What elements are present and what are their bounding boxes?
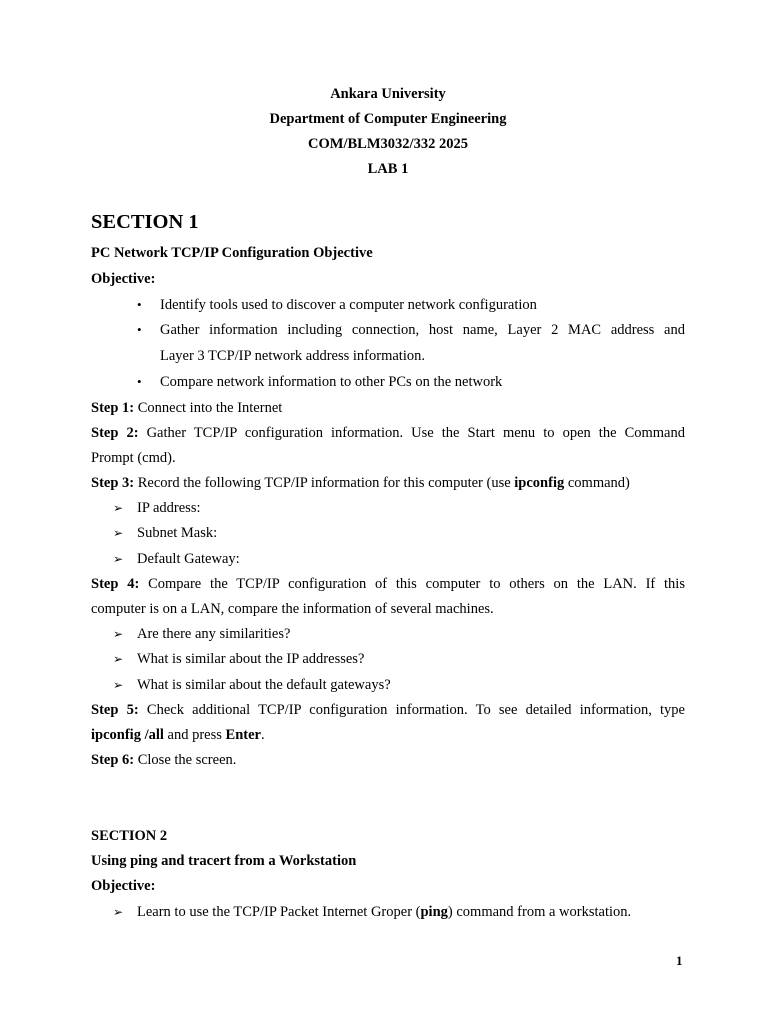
section2-objective-item bbox=[137, 903, 685, 921]
arrow-bullet-icon: ➢ bbox=[113, 501, 124, 515]
arrow-bullet-icon: ➢ bbox=[113, 678, 124, 692]
step-label: Step 6: bbox=[91, 752, 135, 768]
arrow-bullet-icon: ➢ bbox=[113, 552, 124, 566]
objective-item-continued: Layer 3 TCP/IP network address information. bbox=[160, 348, 425, 364]
step-label: Step 3: bbox=[91, 475, 135, 491]
step-1 bbox=[91, 399, 685, 417]
record-item: Subnet Mask: bbox=[137, 525, 218, 541]
bullet-icon: • bbox=[137, 322, 142, 337]
step-text: Connect into the Internet bbox=[134, 400, 283, 416]
step-text: and press bbox=[163, 727, 226, 743]
step-label: Step 1: bbox=[91, 400, 135, 416]
objective-item: Compare network information to other PCs on the network bbox=[160, 374, 503, 390]
command-ipconfig-all: ipconfig /all bbox=[91, 727, 164, 743]
page-number: 1 bbox=[676, 953, 683, 968]
bullet-icon: • bbox=[137, 297, 142, 312]
section1-title: SECTION 1 bbox=[91, 211, 199, 233]
question-item: Are there any similarities? bbox=[137, 626, 291, 642]
question-item: What is similar about the default gateways? bbox=[137, 677, 391, 693]
bullet-icon: • bbox=[137, 374, 142, 389]
step-text: Check additional TCP/IP configuration information. To see detailed information, type bbox=[138, 702, 685, 718]
step-text: Compare the TCP/IP configuration of this computer to others on the LAN. If this bbox=[139, 576, 685, 592]
step-3 bbox=[91, 474, 685, 492]
arrow-bullet-icon: ➢ bbox=[113, 652, 124, 666]
step-2-continued: Prompt (cmd). bbox=[91, 450, 176, 466]
section2-subtitle: Using ping and tracert from a Workstation bbox=[91, 853, 357, 869]
step-label: Step 2: bbox=[91, 425, 139, 441]
step-2 bbox=[91, 424, 685, 442]
department-name: Department of Computer Engineering bbox=[269, 111, 507, 127]
question-item: What is similar about the IP addresses? bbox=[137, 651, 365, 667]
arrow-bullet-icon: ➢ bbox=[113, 627, 124, 641]
objective-item: Identify tools used to discover a computer network configuration bbox=[160, 297, 537, 313]
step-label: Step 5: bbox=[91, 702, 139, 718]
command-ipconfig: ipconfig bbox=[514, 475, 565, 491]
step-text: . bbox=[260, 727, 265, 743]
step-5-continued bbox=[91, 726, 685, 744]
step-text: Record the following TCP/IP information for this computer (use bbox=[134, 475, 515, 491]
section1-objective-label: Objective: bbox=[91, 271, 156, 287]
section1-subtitle: PC Network TCP/IP Configuration Objective bbox=[91, 245, 373, 261]
record-item: IP address: bbox=[137, 500, 201, 516]
step-label: Step 4: bbox=[91, 576, 140, 592]
item-text: Learn to use the TCP/IP Packet Internet Groper ( bbox=[137, 904, 421, 920]
record-item: Default Gateway: bbox=[137, 551, 240, 567]
step-4-continued: computer is on a LAN, compare the information of several machines. bbox=[91, 601, 494, 617]
command-ping: ping bbox=[420, 904, 448, 920]
step-4 bbox=[91, 575, 685, 593]
step-6 bbox=[91, 751, 685, 769]
section2-objective-label: Objective: bbox=[91, 878, 156, 894]
item-text: ) command from a workstation. bbox=[447, 904, 632, 920]
key-enter: Enter bbox=[225, 727, 261, 743]
step-text: Gather TCP/IP configuration information. Use the Start menu to open the Command bbox=[138, 425, 685, 441]
step-text: command) bbox=[564, 475, 630, 491]
step-text: Close the screen. bbox=[134, 752, 237, 768]
step-5 bbox=[91, 701, 685, 719]
objective-item: Gather information including connection, host name, Layer 2 MAC address and bbox=[160, 322, 685, 338]
course-code: COM/BLM3032/332 2025 bbox=[308, 136, 468, 152]
arrow-bullet-icon: ➢ bbox=[113, 526, 124, 540]
lab-title: LAB 1 bbox=[367, 161, 409, 177]
arrow-bullet-icon: ➢ bbox=[113, 905, 124, 919]
university-name: Ankara University bbox=[330, 86, 446, 102]
section2-title: SECTION 2 bbox=[91, 828, 168, 844]
